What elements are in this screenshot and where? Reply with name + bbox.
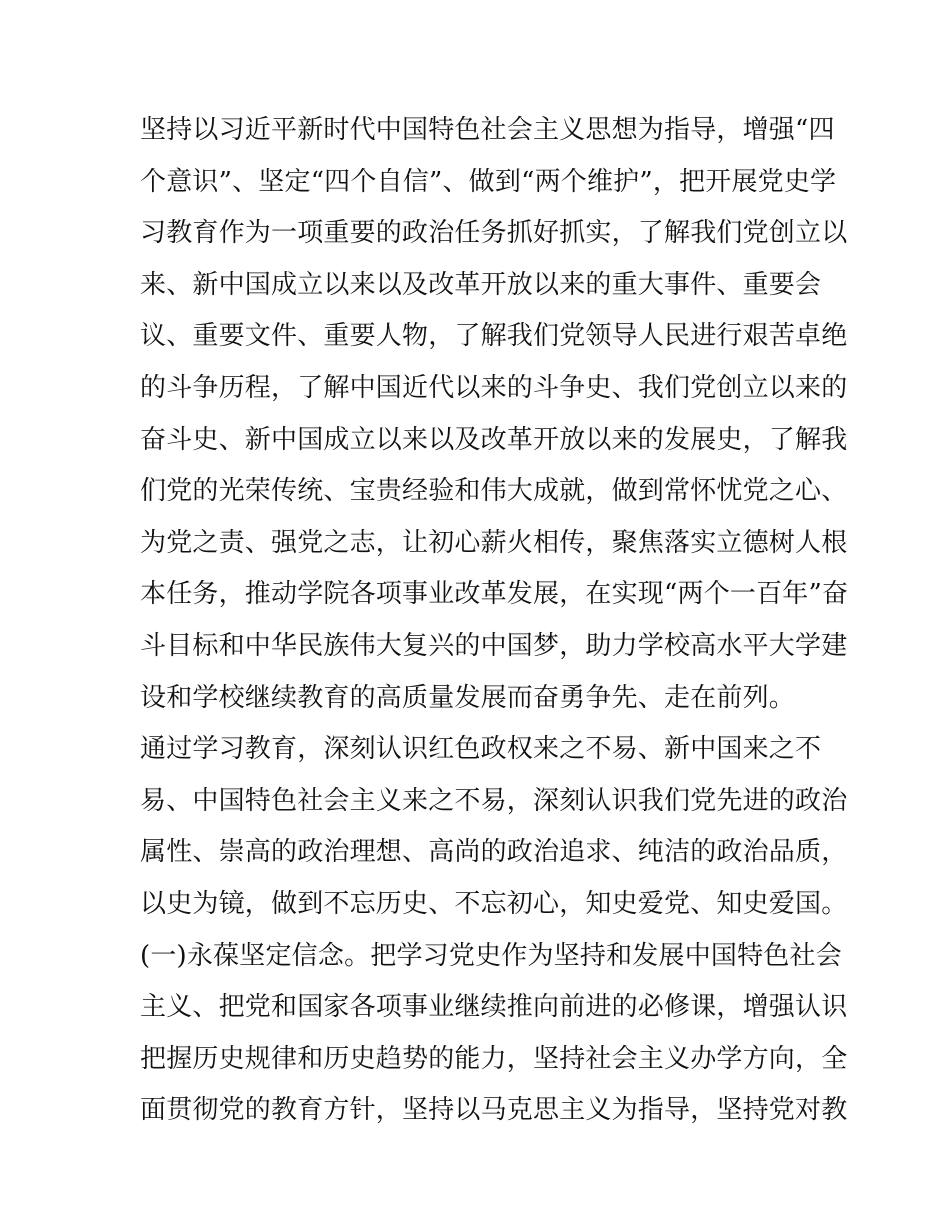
text-line: 个意识”、坚定“四个自信”、做到“两个维护”，把开展党史学 bbox=[140, 166, 837, 197]
text-line: 主义、把党和国家各项事业继续推向前进的必修课，增强认识 bbox=[140, 992, 848, 1023]
text-line: 议、重要文件、重要人物，了解我们党领导人民进行艰苦卓绝 bbox=[140, 321, 848, 352]
text-line: 把握历史规律和历史趋势的能力，坚持社会主义办学方向，全 bbox=[140, 1043, 848, 1074]
text-line: 斗目标和中华民族伟大复兴的中国梦，助力学校高水平大学建 bbox=[140, 630, 848, 661]
text-line: 属性、崇高的政治理想、高尚的政治追求、纯洁的政治品质， bbox=[140, 837, 848, 868]
text-line: 本任务，推动学院各项事业改革发展，在实现“两个一百年”奋 bbox=[140, 579, 849, 610]
text-line: 以史为镜，做到不忘历史、不忘初心，知史爱党、知史爱国。 bbox=[140, 888, 848, 919]
text-line: 易、中国特色社会主义来之不易，深刻认识我们党先进的政治 bbox=[140, 785, 848, 816]
text-line: 坚持以习近平新时代中国特色社会主义思想为指导，增强“四 bbox=[140, 115, 835, 145]
text-line: 的斗争历程，了解中国近代以来的斗争史、我们党创立以来的 bbox=[140, 372, 848, 403]
text-line: 来、新中国成立以来以及改革开放以来的重大事件、重要会 bbox=[140, 269, 822, 300]
text-line: 习教育作为一项重要的政治任务抓好抓实，了解我们党创立以 bbox=[140, 218, 848, 249]
text-line: 面贯彻党的教育方针，坚持以马克思主义为指导，坚持党对教 bbox=[140, 1095, 848, 1126]
text-line: 们党的光荣传统、宝贵经验和伟大成就，做到常怀忧党之心、 bbox=[140, 476, 848, 507]
text-line: 为党之责、强党之志，让初心薪火相传，聚焦落实立德树人根 bbox=[140, 527, 848, 558]
text-line: 通过学习教育，深刻认识红色政权来之不易、新中国来之不 bbox=[140, 734, 822, 765]
body-text bbox=[140, 105, 849, 1137]
text-line: (一)永葆坚定信念。把学习党史作为坚持和发展中国特色社会 bbox=[140, 940, 842, 971]
text-line: 设和学校继续教育的高质量发展而奋勇争先、走在前列。 bbox=[140, 682, 796, 713]
text-line: 奋斗史、新中国成立以来以及改革开放以来的发展史，了解我 bbox=[140, 424, 848, 455]
